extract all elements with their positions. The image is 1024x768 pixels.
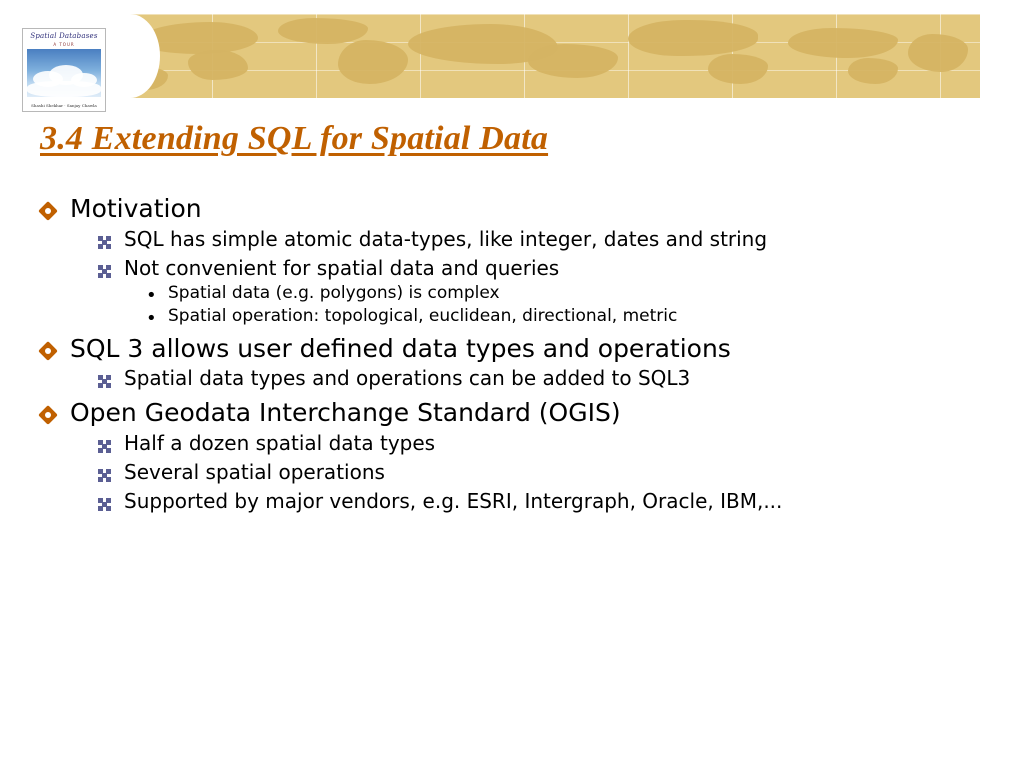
- bullet-item: [40, 398, 990, 428]
- bullet-text: Spatial data (e.g. polygons) is complex: [168, 282, 500, 303]
- book-cover-image: [27, 49, 101, 97]
- bullet-text: Half a dozen spatial data types: [124, 430, 436, 455]
- cloud-shape: [27, 81, 101, 97]
- bullet-item: [40, 460, 990, 486]
- bullet-text: SQL 3 allows user defined data types and operations: [70, 333, 731, 363]
- bullet-item: [40, 194, 990, 224]
- slide-header-banner: [0, 14, 1024, 108]
- continent-shape: [188, 50, 248, 80]
- dot-bullet-icon: •: [146, 284, 157, 306]
- book-cover-title: Spatial Databases: [30, 32, 98, 40]
- bullet-item: [40, 431, 990, 457]
- square-bullet-icon: [98, 256, 124, 282]
- bullet-text: Spatial operation: topological, euclidean, directional, metric: [168, 305, 678, 326]
- slide-body: [40, 188, 990, 515]
- dot-bullet-icon: •: [146, 307, 157, 329]
- bullet-text: Not convenient for spatial data and queries: [124, 255, 560, 280]
- book-cover-logo: [22, 28, 106, 112]
- bullet-item: [40, 366, 990, 392]
- square-bullet-icon: [98, 460, 124, 486]
- square-bullet-icon: [98, 489, 124, 515]
- bullet-item: [40, 227, 990, 253]
- book-cover-subtitle: A TOUR: [53, 42, 75, 47]
- banner-notch: [100, 14, 160, 98]
- diamond-bullet-icon: [40, 398, 70, 427]
- book-cover-authors: Shashi Shekhar · Sanjay Chawla: [31, 103, 97, 108]
- bullet-item: [40, 334, 990, 364]
- bullet-text: Spatial data types and operations can be added to SQL3: [124, 366, 691, 390]
- bullet-item: [40, 283, 990, 305]
- square-bullet-icon: [98, 227, 124, 253]
- bullet-item: [40, 256, 990, 282]
- bullet-text: SQL has simple atomic data-types, like integer, dates and string: [124, 226, 768, 251]
- slide-title: 3.4 Extending SQL for Spatial Data: [40, 120, 549, 157]
- bullet-text: Supported by major vendors, e.g. ESRI, Intergraph, Oracle, IBM,...: [124, 488, 783, 513]
- square-bullet-icon: [98, 431, 124, 457]
- square-bullet-icon: [98, 366, 124, 392]
- bullet-text: Motivation: [70, 194, 202, 223]
- banner-world-map: [108, 14, 980, 98]
- bullet-item: [40, 489, 990, 515]
- bullet-text: Several spatial operations: [124, 459, 385, 484]
- diamond-bullet-icon: [40, 194, 70, 223]
- bullet-item: [40, 306, 990, 328]
- bullet-text: Open Geodata Interchange Standard (OGIS): [70, 398, 621, 427]
- diamond-bullet-icon: [40, 334, 70, 363]
